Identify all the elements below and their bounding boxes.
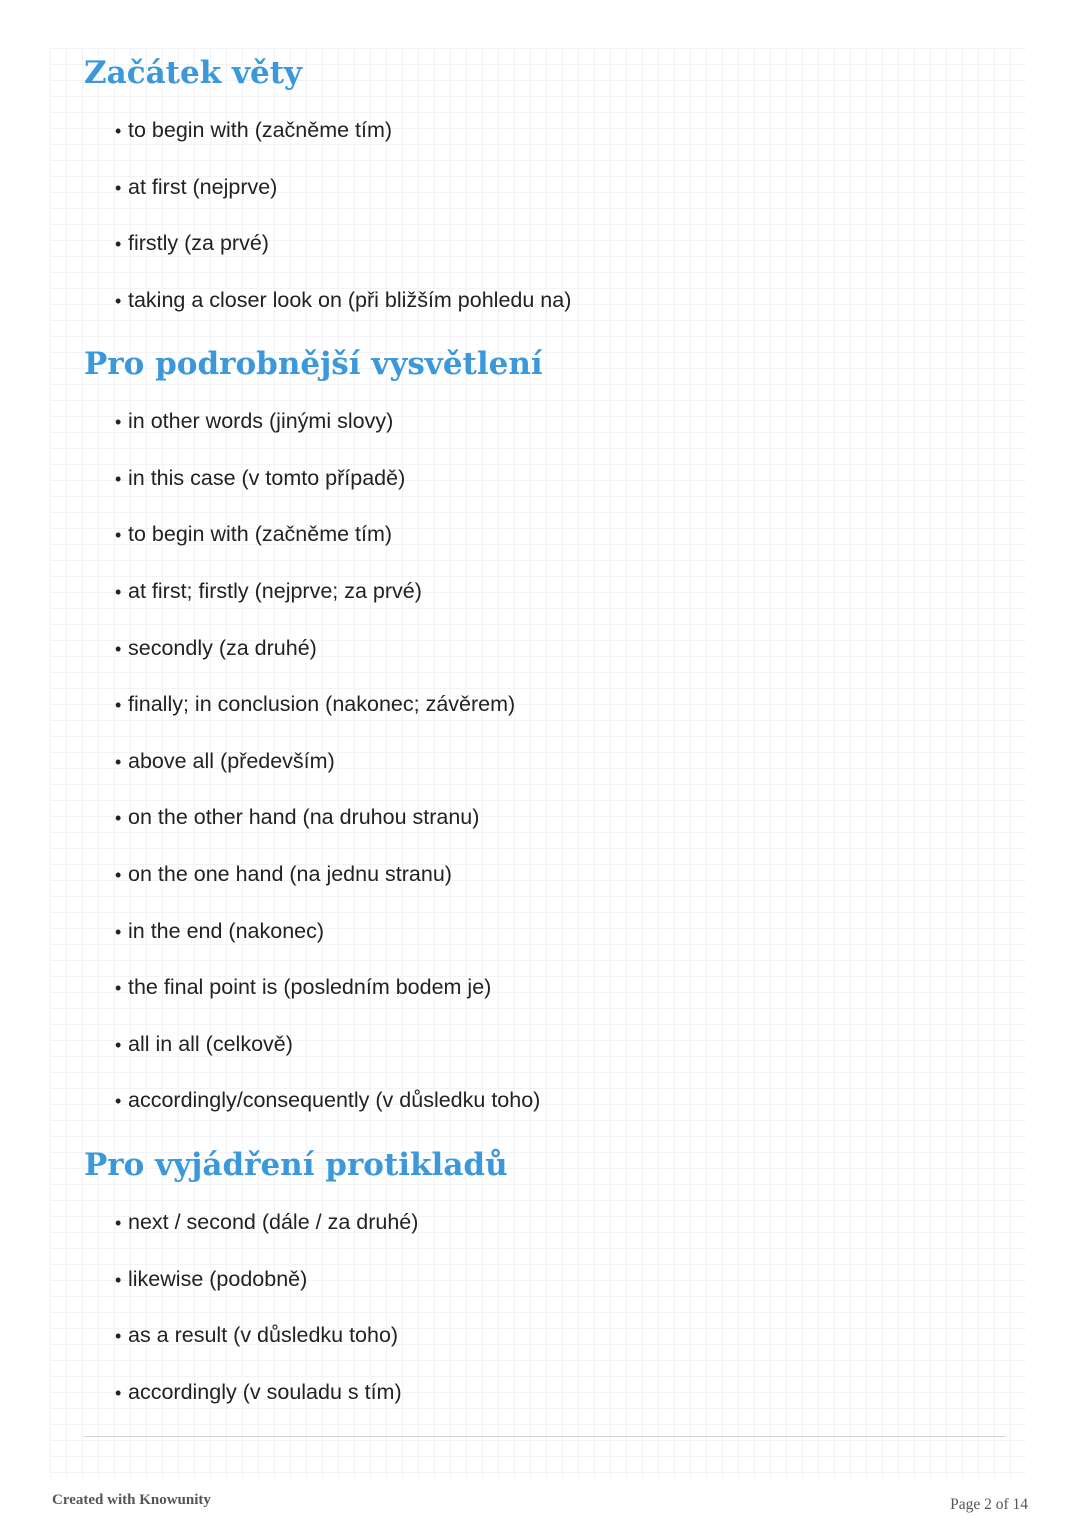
bullet-icon: •	[115, 1326, 122, 1346]
list-item	[115, 972, 491, 1003]
list-item-text: at first; firstly (nejprve; za prvé)	[128, 579, 422, 603]
section-heading-zacatek-vety: Začátek věty	[84, 55, 303, 91]
bullet-icon: •	[115, 978, 122, 998]
list-item	[115, 1207, 418, 1238]
bullet-icon: •	[115, 469, 122, 489]
list-item-text: on the other hand (na druhou stranu)	[128, 805, 480, 829]
list-item	[115, 746, 335, 777]
bullet-icon: •	[115, 291, 122, 311]
bullet-icon: •	[115, 1091, 122, 1111]
bullet-icon: •	[115, 178, 122, 198]
bullet-icon: •	[115, 1035, 122, 1055]
list-item	[115, 1377, 402, 1408]
list-item	[115, 633, 317, 664]
list-item-text: above all (především)	[128, 749, 335, 773]
bullet-icon: •	[115, 695, 122, 715]
list-item	[115, 1320, 398, 1351]
section-heading-vyjadreni-protikladu: Pro vyjádření protikladů	[84, 1147, 508, 1183]
bullet-icon: •	[115, 121, 122, 141]
bullet-icon: •	[115, 582, 122, 602]
bullet-icon: •	[115, 752, 122, 772]
list-item	[115, 689, 515, 720]
list-item-text: secondly (za druhé)	[128, 636, 317, 660]
list-item-text: all in all (celkově)	[128, 1032, 293, 1056]
section-heading-podrobnejsi-vysvetleni: Pro podrobnější vysvětlení	[84, 346, 543, 382]
bullet-icon: •	[115, 1213, 122, 1233]
bullet-icon: •	[115, 865, 122, 885]
list-item	[115, 463, 405, 494]
list-item-text: the final point is (posledním bodem je)	[128, 975, 492, 999]
list-item	[115, 115, 392, 146]
list-item-text: on the one hand (na jednu stranu)	[128, 862, 452, 886]
list-item-text: next / second (dále / za druhé)	[128, 1210, 419, 1234]
list-item-text: in the end (nakonec)	[128, 919, 325, 943]
list-item	[115, 172, 277, 203]
bullet-icon: •	[115, 412, 122, 432]
footer-credit: Created with Knowunity	[52, 1492, 211, 1508]
list-item-text: accordingly (v souladu s tím)	[128, 1380, 402, 1404]
page-number: Page 2 of 14	[950, 1496, 1028, 1513]
list-item-text: in other words (jinými slovy)	[128, 409, 394, 433]
list-item	[115, 1029, 293, 1060]
list-item-text: at first (nejprve)	[128, 175, 278, 199]
bullet-icon: •	[115, 234, 122, 254]
list-item	[115, 406, 393, 437]
list-item-text: likewise (podobně)	[128, 1267, 308, 1291]
list-item	[115, 1264, 307, 1295]
bullet-icon: •	[115, 1270, 122, 1290]
footer-divider	[84, 1436, 1006, 1437]
list-item-text: in this case (v tomto případě)	[128, 466, 406, 490]
list-item	[115, 1085, 540, 1116]
list-item-text: to begin with (začněme tím)	[128, 118, 393, 142]
list-item	[115, 519, 392, 550]
list-item	[115, 285, 571, 316]
list-item-text: to begin with (začněme tím)	[128, 522, 393, 546]
bullet-icon: •	[115, 808, 122, 828]
list-item	[115, 916, 324, 947]
list-item-text: finally; in conclusion (nakonec; závěrem)	[128, 692, 516, 716]
list-item-text: as a result (v důsledku toho)	[128, 1323, 399, 1347]
list-item-text: accordingly/consequently (v důsledku toho)	[128, 1088, 541, 1112]
bullet-icon: •	[115, 639, 122, 659]
bullet-icon: •	[115, 922, 122, 942]
list-item	[115, 576, 422, 607]
list-item-text: firstly (za prvé)	[128, 231, 269, 255]
list-item	[115, 859, 452, 890]
list-item	[115, 228, 269, 259]
bullet-icon: •	[115, 1383, 122, 1403]
list-item	[115, 802, 479, 833]
bullet-icon: •	[115, 525, 122, 545]
list-item-text: taking a closer look on (při bližším pohledu na)	[128, 288, 572, 312]
